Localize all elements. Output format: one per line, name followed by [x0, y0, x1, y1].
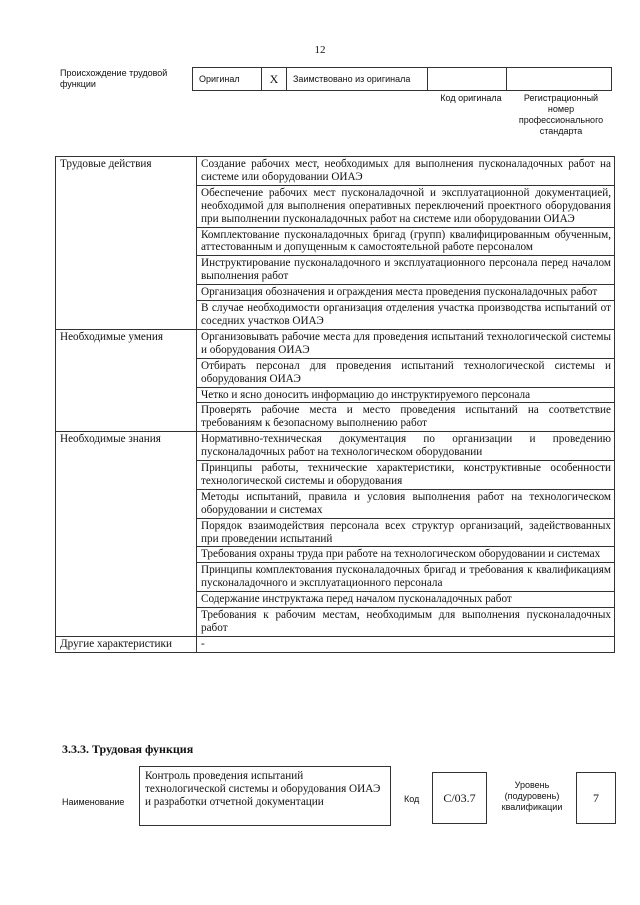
table-row — [56, 329, 615, 358]
origin-label: Происхождение трудовой функции — [60, 68, 168, 89]
origin-reg-cell — [507, 68, 612, 91]
row-item: - — [197, 636, 615, 652]
row-item: Инструктирование пусконаладочного и эксплуатационного персонала перед началом выполнения работ — [197, 256, 615, 285]
labor-function-table — [55, 156, 615, 653]
name-label: Наименование — [62, 797, 125, 807]
row-label: Трудовые действия — [56, 157, 197, 330]
level-label: Уровень (подуровень) квалификации — [501, 780, 563, 812]
origin-borrowed-cell — [287, 68, 428, 91]
origin-code-caption: Код оригинала — [440, 93, 502, 103]
row-item: Создание рабочих мест, необходимых для выполнения пусконаладочных работ на системе или оборудовании ОИАЭ — [197, 157, 615, 186]
row-item: Порядок взаимодействия персонала всех структур организаций, задействованных при проведении испытаний — [197, 518, 615, 547]
row-item: Методы испытаний, правила и условия выполнения работ на технологическом оборудовании и системах — [197, 489, 615, 518]
table-row — [56, 157, 615, 186]
row-item: Организовывать рабочие места для проведения испытаний технологической системы и оборудования ОИАЭ — [197, 329, 615, 358]
row-item: Комплектование пусконаладочных бригад (групп) квалифицированным обученным, аттестованным и допущенным к самостоятельной работе персоналом — [197, 227, 615, 256]
row-item: Четко и ясно доносить информацию до инструктируемого персонала — [197, 387, 615, 403]
row-label: Другие характеристики — [56, 636, 197, 652]
origin-original-mark: X — [269, 71, 279, 86]
row-item: Отбирать персонал для проведения испытаний технологической системы и оборудования ОИАЭ — [197, 358, 615, 387]
table-row — [56, 432, 615, 461]
level-value: 7 — [576, 772, 616, 824]
row-item: Принципы комплектования пусконаладочных бригад и требования к квалификациям пусконаладочного и эксплуатационного персонала — [197, 563, 615, 592]
row-label: Необходимые знания — [56, 432, 197, 637]
row-item: Требования охраны труда при работе на технологическом оборудовании и системах — [197, 547, 615, 563]
origin-table — [192, 67, 612, 91]
row-item: Нормативно-техническая документация по организации и проведению пусконаладочных работ на технологическом оборудовании — [197, 432, 615, 461]
row-item: Проверять рабочие места и место проведения испытаний на соответствие требованиям к безопасному выполнению работ — [197, 403, 615, 432]
row-item: В случае необходимости организация отделения участка производства испытаний от соседних участков ОИАЭ — [197, 301, 615, 330]
origin-reg-caption: Регистрационный номер профессионального стандарта — [518, 93, 604, 136]
row-item: Требования к рабочим местам, необходимым для выполнения пусконаладочных работ — [197, 608, 615, 637]
code-label: Код — [404, 794, 420, 804]
table-row — [56, 636, 615, 652]
origin-mark-cell — [262, 68, 287, 91]
page-number: 12 — [314, 44, 326, 56]
origin-original-label: Оригинал — [199, 74, 240, 84]
row-item: Принципы работы, технические характеристики, конструктивные особенности технологической системы и оборудования — [197, 461, 615, 490]
name-value: Контроль проведения испытаний технологической системы и оборудования ОИАЭ и разработки отчетной документации — [139, 766, 391, 826]
row-item: Обеспечение рабочих мест пусконаладочной и эксплуатационной документацией, необходимой для выполнения оперативных переключений проектного оборудования при выполнении пусконаладочных работ на системе или оборудовании ОИАЭ — [197, 185, 615, 227]
row-label: Необходимые умения — [56, 329, 197, 431]
section-title: 3.3.3. Трудовая функция — [62, 742, 194, 756]
row-item: Организация обозначения и ограждения места проведения пусконаладочных работ — [197, 285, 615, 301]
row-item: Содержание инструктажа перед началом пусконаладочных работ — [197, 592, 615, 608]
origin-borrowed-label: Заимствовано из оригинала — [293, 74, 411, 84]
code-value: C/03.7 — [432, 772, 487, 824]
origin-original-cell — [193, 68, 262, 91]
origin-code-cell — [428, 68, 507, 91]
